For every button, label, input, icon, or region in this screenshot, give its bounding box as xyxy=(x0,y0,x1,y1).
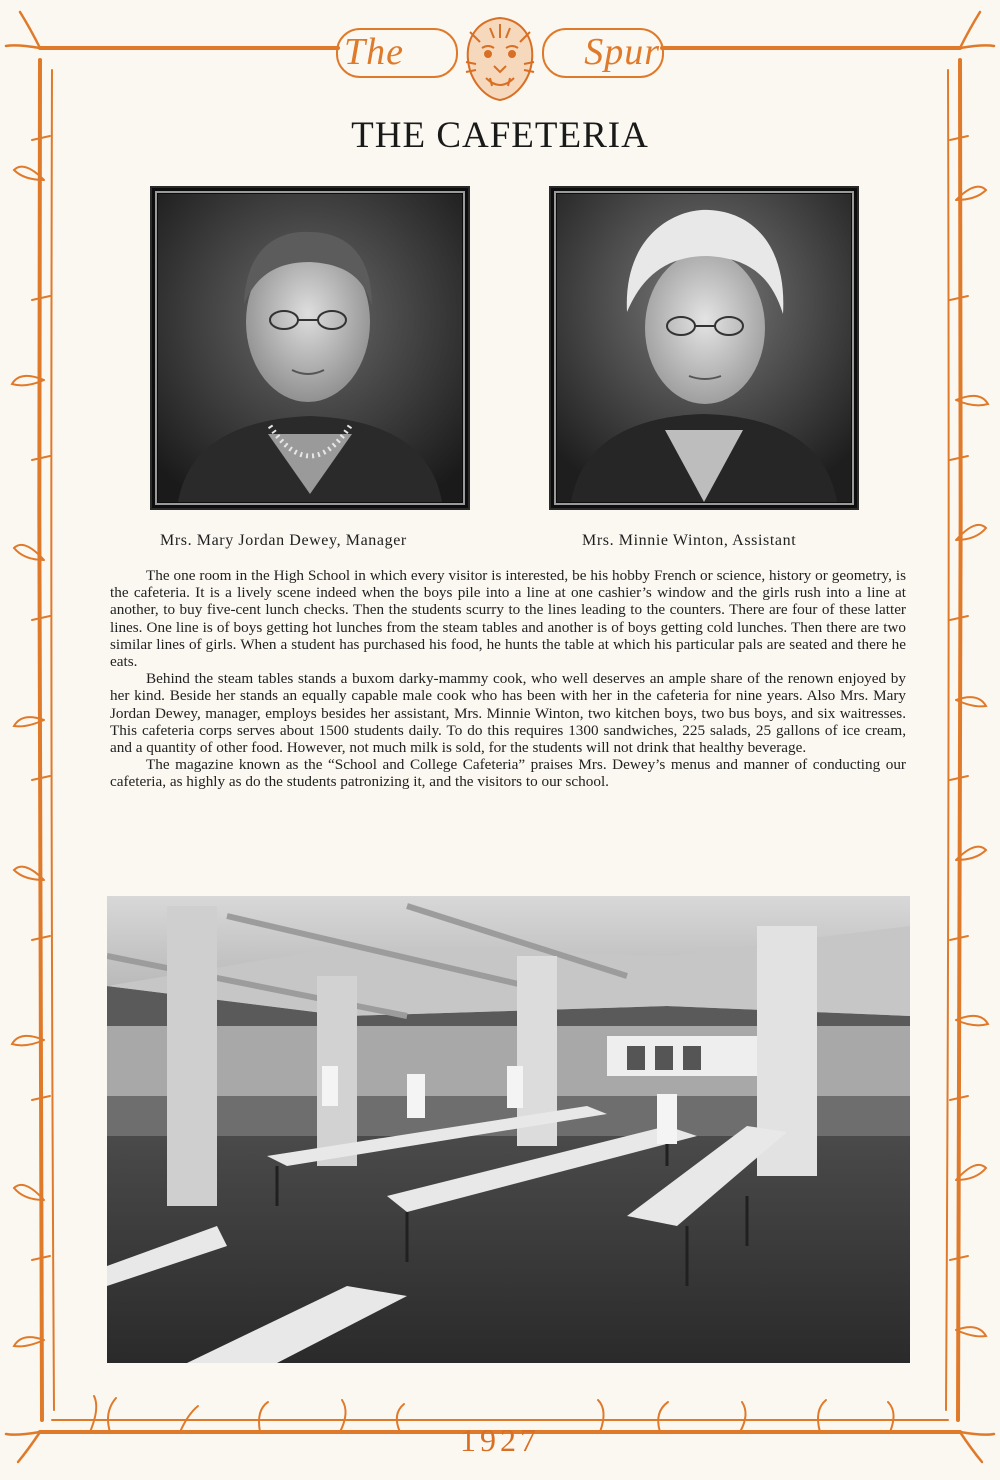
portrait-dewey-photo xyxy=(150,186,470,510)
tiger-head-icon xyxy=(456,12,544,104)
paragraph-1: The one room in the High School in which every visitor is interested, be his hobby French or science, history or geometry, is the cafeteria. It is a lively scene indeed when the boys pile into a line at one cashier’s window and the girls rush into a line at another, to buy five-cent lunch checks. Then the students scurry to the lines leading to the counters. There are four of these latter lines. One line is of boys getting hot lunches from the steam tables and another is of boys getting cold lunches. Then there are two similar lines of girls. When a student has purchased his food, he hunts the table at which his particular pals are seated and there he eats. xyxy=(110,567,906,671)
article-body xyxy=(110,567,906,791)
portrait-dewey-caption: Mrs. Mary Jordan Dewey, Manager xyxy=(160,532,407,549)
footer-year: 1927 xyxy=(460,1422,540,1458)
portrait-winton-caption: Mrs. Minnie Winton, Assistant xyxy=(582,532,797,549)
paragraph-3: The magazine known as the “School and College Cafeteria” praises Mrs. Dewey’s menus and manner of conducting our cafeteria, as highly as do the students patronizing it, and the visitors to our school. xyxy=(110,756,906,791)
masthead-spur: Spur xyxy=(584,31,660,73)
page-title: THE CAFETERIA xyxy=(351,115,649,156)
cafeteria-room-photo xyxy=(107,896,910,1363)
portrait-winton-photo xyxy=(549,186,859,510)
masthead-the: The xyxy=(344,31,404,73)
paragraph-2: Behind the steam tables stands a buxom darky-mammy cook, who well deserves an ample share of the renown enjoyed by her kind. Beside her stands an equally capable male cook who has been with her in the cafeteria for nine years. Also Mrs. Mary Jordan Dewey, manager, employs besides her assistant, Mrs. Minnie Winton, two kitchen boys, two bus boys, and six waitresses. This cafeteria corps serves about 1500 students daily. To do this requires 1300 sandwiches, 225 salads, 25 gallons of ice cream, and a quantity of other food. However, not much milk is sold, for the students will not drink that healthy beverage. xyxy=(110,670,906,757)
masthead xyxy=(336,12,664,104)
